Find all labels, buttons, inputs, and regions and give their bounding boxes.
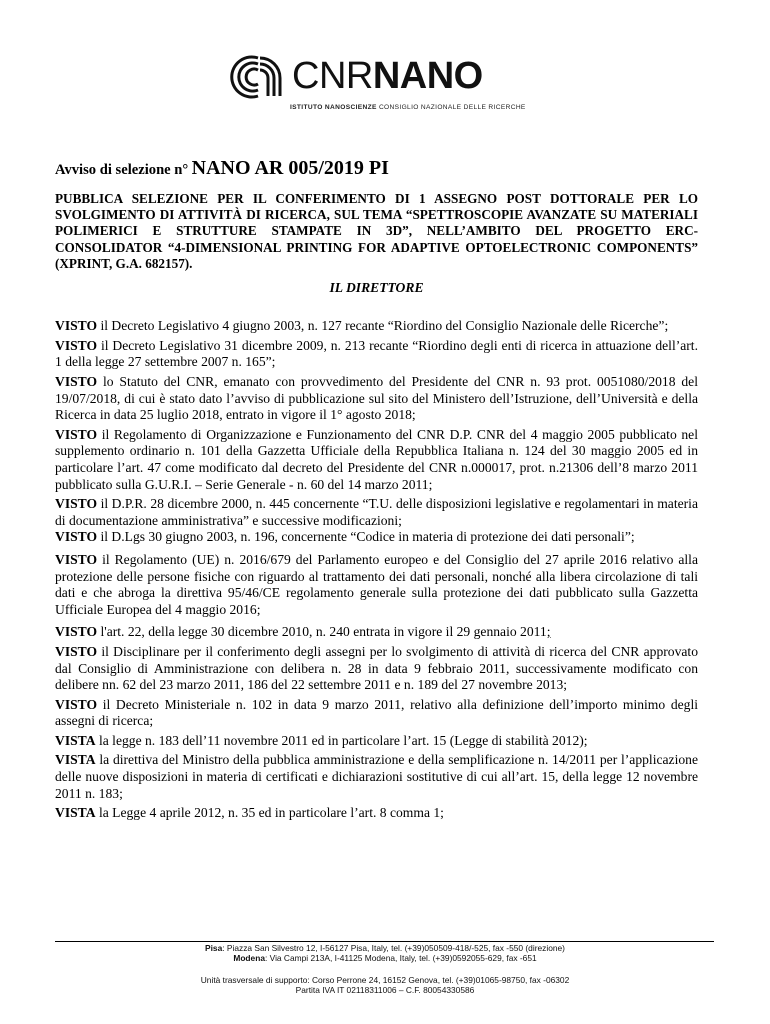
clause <box>55 624 698 641</box>
clause <box>55 529 698 546</box>
clause <box>55 318 698 335</box>
clause <box>55 752 698 802</box>
notice-number: NANO AR 005/2019 PI <box>191 157 389 179</box>
clause-text: il Disciplinare per il conferimento degli assegni per lo svolgimento di attività di ricerca del CNR approvato dal Consiglio di Amministrazione con delibera n. 28 in data 9 febbraio 2011, successivamente modificato con delibere nn. 62 del 23 marzo 2011, 186 del 22 settembre 2011 e n. 189 del 27 novembre 2013; <box>55 643 698 693</box>
clause-keyword: VISTO <box>55 426 98 442</box>
notice-label: Avviso di selezione n° <box>55 162 189 178</box>
clause-text: il D.P.R. 28 dicembre 2000, n. 445 concernente “T.U. delle disposizioni legislative e regolamentari in materia di documentazione amministrativa” e successive modificazioni; <box>55 496 698 528</box>
selection-title: PUBBLICA SELEZIONE PER IL CONFERIMENTO DI 1 ASSEGNO POST DOTTORALE PER LO SVOLGIMENTO DI ATTIVITÀ DI RICERCA, SUL TEMA “SPETTROSCOPIE AVANZATE SU MATERIALI POLIMERICI E STRUTTURE STAMPATE IN 3D”, NELL’AMBITO DEL PROGETTO ERC-CONSOLIDATOR “4-DIMENSIONAL PRINTING FOR ADAPTIVE OPTOELECTRONIC COMPONENTS” (XPRINT, G.A. 682157). <box>55 190 698 272</box>
clause-text: il Decreto Legislativo 31 dicembre 2009, n. 213 recante “Riordino degli enti di ricerca in attuazione dell’art. 1 della legge 27 settembre 2007 n. 165”; <box>55 337 698 370</box>
clause-keyword: VISTO <box>55 624 98 640</box>
clause-keyword: VISTO <box>55 696 98 712</box>
clause-keyword: VISTA <box>55 752 96 768</box>
cnr-nano-emblem-icon <box>226 52 290 100</box>
clause <box>55 427 698 493</box>
clause-keyword: VISTO <box>55 551 98 567</box>
clause-keyword: VISTO <box>55 337 98 353</box>
footer-vat: Partita IVA IT 02118311006 – C.F. 80054330586 <box>295 985 475 996</box>
clause-text: l'art. 22, della legge 30 dicembre 2010, n. 240 entrata in vigore il 29 gennaio 2011 <box>100 624 547 640</box>
footer-divider <box>55 941 714 942</box>
clause-keyword: VISTA <box>55 805 96 821</box>
clause-text: il Regolamento (UE) n. 2016/679 del Parlamento europeo e del Consiglio del 27 aprile 2016 relativo alla protezione delle persone fisiche con riguardo al trattamento dei dati personali, nonché alla libera circolazione di tali dati e che abroga la direttiva 95/46/CE regolamento generale sulla protezione dei dati pubblicato sulla Gazzetta Ufficiale Europea del 4 maggio 2016; <box>55 551 698 617</box>
clause-keyword: VISTO <box>55 529 98 545</box>
logo-wordmark: CNRNANO <box>292 55 483 97</box>
clause <box>55 338 698 371</box>
page-footer <box>0 943 770 996</box>
clause <box>55 733 698 750</box>
clause-text: la legge n. 183 dell’11 novembre 2011 ed in particolare l’art. 15 (Legge di stabilità 2012); <box>98 732 588 748</box>
clause-keyword: VISTO <box>55 496 98 512</box>
clause-keyword: VISTO <box>55 374 98 389</box>
clause-text: il Regolamento di Organizzazione e Funzionamento del CNR D.P. CNR del 4 maggio 2005 pubblicato nel supplemento ordinario n. 101 della Gazzetta Ufficiale della Repubblica Italiana n. 124 del 30 maggio 2005 ed in particolare l’art. 47 come modificato dal decreto del Presidente del CNR n.000017, prot. n.21306 dell’8 marzo 2011 pubblicato sulla G.U.R.I. – Serie Generale - n. 60 del 14 marzo 2011; <box>55 426 698 492</box>
clause <box>55 644 698 694</box>
clause-text: lo Statuto del CNR, emanato con provvedimento del Presidente del CNR n. 93 prot. 0051080/2018 del 19/07/2018, di cui è stato dato l’avviso di pubblicazione sul sito del Ministero dell’Istruzione, dell’Università e della Ricerca in data 25 luglio 2018, entrato in vigore il 1° agosto 2018; <box>55 374 698 423</box>
clause-keyword: VISTO <box>55 643 98 659</box>
clause-trail: ; <box>546 624 551 640</box>
cnr-nano-logo <box>226 52 526 114</box>
clause-text: il Decreto Legislativo 4 giugno 2003, n. 127 recante “Riordino del Consiglio Nazionale delle Ricerche”; <box>100 318 669 334</box>
clause <box>55 496 698 529</box>
director-heading: IL DIRETTORE <box>329 279 424 295</box>
footer-pisa-address: Pisa: Piazza San Silvestro 12, I-56127 Pisa, Italy, tel. (+39)050509-418/-525, fax -550 (direzione) <box>205 943 565 953</box>
footer-modena-address: Modena: Via Campi 213A, I-41125 Modena, Italy, tel. (+39)0592055-629, fax -651 <box>233 953 537 964</box>
footer-support-unit: Unità trasversale di supporto: Corso Perrone 24, 16152 Genova, tel. (+39)01065-98750, fax -06302 <box>200 974 570 985</box>
clause-text: la Legge 4 aprile 2012, n. 35 ed in particolare l’art. 8 comma 1; <box>98 805 444 821</box>
clause <box>55 805 698 822</box>
clause-text: la direttiva del Ministro della pubblica amministrazione e della semplificazione n. 14/2011 per l’applicazione delle nuove disposizioni in materia di certificati e dichiarazioni sostitutive di cui all’art. 15, della legge 12 novembre 2011 n. 183; <box>55 752 698 801</box>
clause-text: il Decreto Ministeriale n. 102 in data 9 marzo 2011, relativo alla definizione dell’importo minimo degli assegni di ricerca; <box>55 696 699 729</box>
clause-text: il D.Lgs 30 giugno 2003, n. 196, concernente “Codice in materia di protezione dei dati personali”; <box>100 529 635 545</box>
logo-tagline: ISTITUTO NANOSCIENZE CONSIGLIO NAZIONALE DELLE RICERCHE <box>290 104 526 111</box>
clause <box>55 697 698 730</box>
clause <box>55 374 698 424</box>
clause <box>55 552 698 618</box>
clause-keyword: VISTA <box>55 732 96 748</box>
notice-heading <box>55 157 698 179</box>
clause-keyword: VISTO <box>55 318 98 334</box>
document-body <box>55 157 699 825</box>
